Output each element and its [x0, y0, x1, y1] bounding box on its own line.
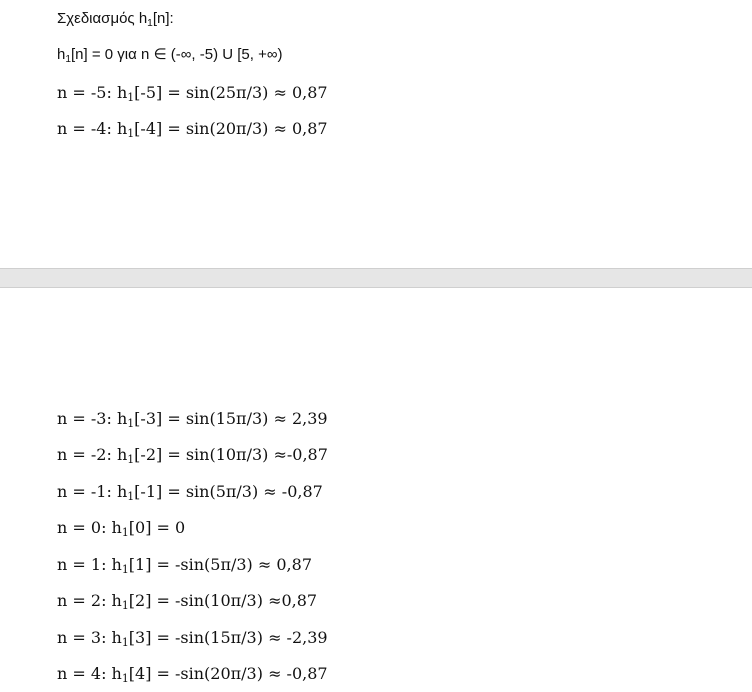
- heading-subscript: 1: [147, 17, 153, 29]
- heading-text-end: [n]:: [152, 10, 174, 27]
- equation-line: n = 3: h1[3] = -sin(15π/3) ≈ -2,39: [57, 628, 328, 650]
- equation-line: n = -2: h1[-2] = sin(10π/3) ≈-0,87: [57, 445, 328, 467]
- equation-line: n = -5: h1[-5] = sin(25π/3) ≈ 0,87: [57, 83, 328, 105]
- page-separator: [0, 268, 752, 288]
- definition-text: h: [57, 46, 66, 63]
- section-heading: [57, 9, 174, 31]
- equation-line: n = 4: h1[4] = -sin(20π/3) ≈ -0,87: [57, 664, 328, 686]
- equation-line: n = 2: h1[2] = -sin(10π/3) ≈0,87: [57, 591, 318, 613]
- document-page-2: [0, 288, 752, 692]
- definition-text-end: [n] = 0 για n ∈ (-∞, -5) U [5, +∞): [71, 46, 283, 63]
- definition-line: [57, 45, 283, 67]
- equation-line: n = -3: h1[-3] = sin(15π/3) ≈ 2,39: [57, 409, 328, 431]
- equation-line: n = -1: h1[-1] = sin(5π/3) ≈ -0,87: [57, 482, 323, 504]
- document-page-1: [0, 0, 752, 268]
- equation-line: n = 0: h1[0] = 0: [57, 518, 186, 540]
- heading-text: Σχεδιασμός h: [57, 10, 148, 27]
- definition-subscript: 1: [65, 53, 72, 65]
- equation-line: n = 1: h1[1] = -sin(5π/3) ≈ 0,87: [57, 555, 312, 577]
- equation-line: n = -4: h1[-4] = sin(20π/3) ≈ 0,87: [57, 119, 328, 141]
